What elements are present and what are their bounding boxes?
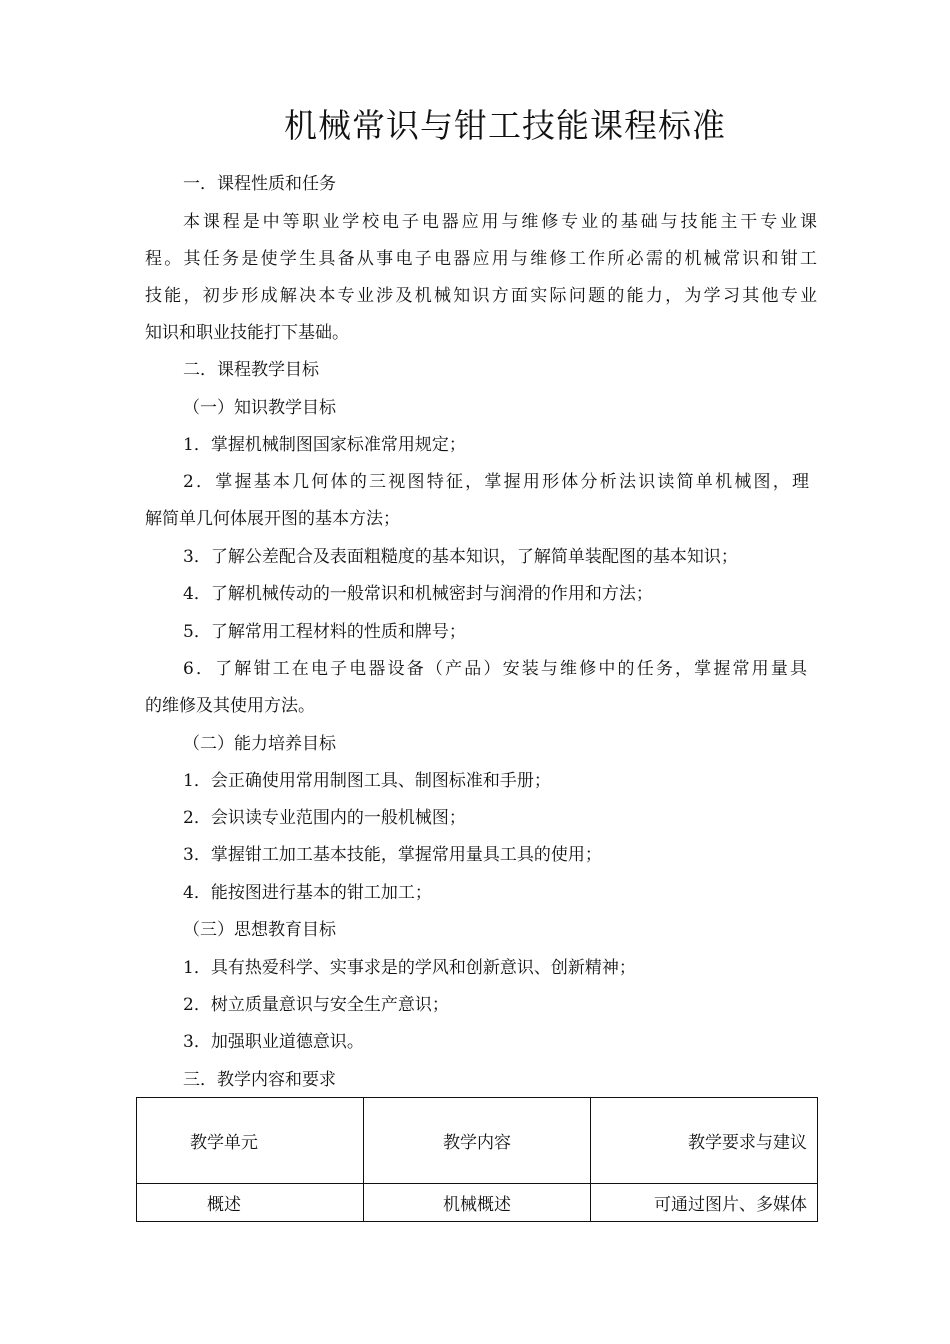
paragraph-line: 程。其任务是使学生具备从事电子电器应用与维修工作所必需的机械常识和钳工 bbox=[145, 249, 817, 269]
paragraph-line: 本课程是中等职业学校电子电器应用与维修专业的基础与技能主干专业课 bbox=[183, 212, 817, 232]
knowledge-goal-item: 4．了解机械传动的一般常识和机械密封与润滑的作用和方法； bbox=[183, 584, 653, 604]
table-cell: 机械概述 bbox=[364, 1184, 591, 1222]
table-cell: 概述 bbox=[137, 1184, 364, 1222]
knowledge-goal-item: 2．掌握基本几何体的三视图特征，掌握用形体分析法识读简单机械图，理 bbox=[183, 472, 809, 492]
paragraph-line: 知识和职业技能打下基础。 bbox=[145, 323, 349, 343]
table-header-cell: 教学内容 bbox=[364, 1098, 591, 1184]
knowledge-goal-item: 6．了解钳工在电子电器设备（产品）安装与维修中的任务，掌握常用量具 bbox=[183, 659, 807, 679]
section-2-heading: 二．课程教学目标 bbox=[183, 360, 319, 380]
table-header-cell: 教学单元 bbox=[137, 1098, 364, 1184]
section-3-heading: 三．教学内容和要求 bbox=[183, 1070, 336, 1090]
table-cell: 可通过图片、多媒体 bbox=[591, 1184, 818, 1222]
knowledge-goals-heading: （一）知识教学目标 bbox=[183, 398, 336, 418]
ability-goal-item: 1．会正确使用常用制图工具、制图标准和手册； bbox=[183, 771, 551, 791]
knowledge-goal-item: 1．掌握机械制图国家标准常用规定； bbox=[183, 435, 466, 455]
table-header-row bbox=[137, 1098, 818, 1184]
table-header-cell: 教学要求与建议 bbox=[591, 1098, 818, 1184]
knowledge-goal-item: 3．了解公差配合及表面粗糙度的基本知识，了解简单装配图的基本知识； bbox=[183, 547, 738, 567]
thought-goal-item: 3．加强职业道德意识。 bbox=[183, 1032, 364, 1052]
knowledge-goal-item-cont: 解简单几何体展开图的基本方法； bbox=[145, 509, 400, 529]
thought-goal-item: 1．具有热爱科学、实事求是的学风和创新意识、创新精神； bbox=[183, 958, 636, 978]
ability-goal-item: 3．掌握钳工加工基本技能，掌握常用量具工具的使用； bbox=[183, 845, 602, 865]
section-1-heading: 一．课程性质和任务 bbox=[183, 174, 336, 194]
thought-goal-item: 2．树立质量意识与安全生产意识； bbox=[183, 995, 449, 1015]
ability-goal-item: 2．会识读专业范围内的一般机械图； bbox=[183, 808, 466, 828]
ability-goals-heading: （二）能力培养目标 bbox=[183, 734, 336, 754]
paragraph-line: 技能，初步形成解决本专业涉及机械知识方面实际问题的能力，为学习其他专业 bbox=[145, 286, 817, 306]
teaching-content-table bbox=[136, 1097, 818, 1222]
document-title: 机械常识与钳工技能课程标准 bbox=[284, 106, 726, 145]
thought-goals-heading: （三）思想教育目标 bbox=[183, 920, 336, 940]
table-row bbox=[137, 1184, 818, 1222]
knowledge-goal-item: 5．了解常用工程材料的性质和牌号； bbox=[183, 622, 466, 642]
knowledge-goal-item-cont: 的维修及其使用方法。 bbox=[145, 696, 315, 716]
ability-goal-item: 4．能按图进行基本的钳工加工； bbox=[183, 883, 432, 903]
